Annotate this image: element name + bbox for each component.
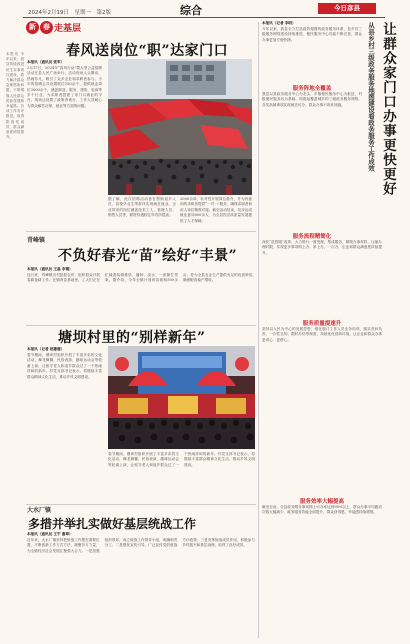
- column-divider: [258, 22, 259, 638]
- badge-rest: 走基层: [54, 24, 82, 34]
- right-section-1: 服务阵地全覆盖: [292, 86, 332, 92]
- right-story-title: 让群众家门口办事更快更好: [380, 22, 396, 196]
- right-section-4: 服务效率大幅提高: [299, 499, 344, 505]
- header-rule: [23, 17, 385, 18]
- article4-title: 多措并举扎实做好基层统战工作: [28, 517, 197, 531]
- village-byline: 本报讯（通讯员 王磊 李钢）: [27, 267, 73, 271]
- right-section-2: 服务流程精简化: [292, 234, 332, 240]
- right-story-subtitle: 从县乡村三级政务服务地图建设看政务服务工作成效: [367, 22, 375, 172]
- right-body-4: 截至目前，全县政务服务事项网上可办率达到98%以上，群众办事平均跑动次数大幅减少，政务服务效能全面提升，群众获得感、幸福感持续增强。: [262, 505, 382, 515]
- section-name: 综合: [180, 4, 202, 17]
- village2-byline: 本报讯（记者 赵珊珊）: [27, 347, 65, 351]
- left-strip-text: 本报讯 今年以来，我县持续推进民生实事项目建设，着力解决群众急难愁盼问题，不断增强人民群众的获得感和幸福感。各项工作有序推进，取得阶段性成效，群众满意度明显提升。: [6, 52, 24, 140]
- badge-char-1: 新: [26, 21, 39, 34]
- right-section-3: 服务质量提速升: [302, 321, 342, 327]
- village2-body-continued: 春节期间，塘坝村组织开展了丰富多彩的文化活动，舞龙舞狮、民俗表演、趣味运动会等轮番上演，让留守老人和返乡群众过了一个热闹祥和的新年。村党支部书记表示，将继续丰富群众精神文化生活，推动乡风文明建设。: [108, 452, 255, 467]
- village-body: 连日来，青峰镇各村抢抓农时，组织群众开展春耕备耕工作。在镇育苗基地里，工人们正在忙碌着装填基质、播种、浇水，一派繁忙景象。据介绍，今年全镇计划育苗面积500余亩，将为全县农业生产提供充足的优质种苗，确保粮食稳产增收。: [27, 273, 256, 283]
- job-fair-photo: [108, 59, 252, 195]
- village-title: 不负好春光“苗”绘好“丰景”: [58, 248, 238, 264]
- article1-body-left: 2月17日，2024年“春风行动”暨大型公益招聘活动在县人民广场举行。活动现场人头攒动，热闹非凡，吸引了众多企业和求职者参与。今年的招聘会共设置展位150余个，提供就业岗位3000余个，涵盖制造、服务、建筑、电商等多个行业，为求职者搭建了家门口就业的平台。现场还设置了政策咨询台，工作人员耐心为群众解答社保、就业等方面的问题。: [27, 66, 102, 108]
- newspaper-logo: 今日彦县: [318, 3, 376, 14]
- article1-title: 春风送岗位“职”达家门口: [66, 43, 229, 59]
- article4-body: 近年来，大水厂镇坚持把统战工作摆在重要位置，不断创新工作方式方法，凝聚各方力量，为全镇经济社会发展汇聚强大合力。一是加强组织领导，成立统战工作领导小组，明确职责分工；二是强化宣传引导，广泛宣传党的统战方针政策；三是发挥统战成员作用，积极参与乡村振兴和基层治理，取得了良好成效。: [27, 538, 255, 553]
- date-line: 2024年2月19日 星期一 第2版: [28, 10, 111, 16]
- article4-byline: 本报讯（通讯员 王宇 谢坤）: [27, 532, 73, 536]
- divider-3: [26, 504, 256, 505]
- article4-label: 大水厂镇: [27, 507, 52, 514]
- village2-title: 塘坝村里的“别样新年”: [58, 330, 206, 346]
- divider-2: [26, 325, 256, 326]
- village2-body: 春节期间，塘坝村组织开展了丰富多彩的文化活动，舞龙舞狮、民俗表演、趣味运动会等轮番上演，让留守老人和返乡群众过了一个热闹祥和的新年。村党支部书记表示，将继续丰富群众精神文化生活，推动乡风文明建设。: [27, 353, 102, 379]
- village-festival-photo: [108, 346, 255, 449]
- article1-body-right: 2000余岗，针对性开展岗位推介，并为有意向的求职者提供“一对一”服务，确保求职者和用人单位精准对接。截至活动结束，初步达成就业意向800余人，为全县经济高质量发展提供了人才保障。: [180, 197, 252, 223]
- article1-body-mid: 据了解，此次招聘活动旨在帮助返乡人员、高校毕业生等群体实现就近就业，企业带来的岗位涵盖技术工人、管理人员、销售人员等，薪资待遇较往年有所提高。: [108, 197, 176, 218]
- right-story-intro: 今年以来，我县全力打造高效便捷的政务服务体系，县乡村三级服务网络建设持续推进，便民服务中心功能不断完善，群众办事更加方便快捷。: [262, 27, 362, 42]
- right-body-2: 深化“放管服”改革，大力推行一窗受理、集成服务，精简办事材料，压缩办理时限，实现更多事项网上办、掌上办、一次办，企业和群众满意度持续提升。: [262, 240, 382, 255]
- new-year-badge: [26, 21, 81, 34]
- article1-byline: 本报讯（通讯员 张军）: [27, 60, 65, 64]
- right-story-byline: 本报讯（记者 李明）: [262, 21, 296, 25]
- divider-1: [26, 231, 256, 232]
- village-label: 青峰镇: [27, 237, 46, 244]
- right-body-3: 坚持以人民为中心的发展思想，强化窗口工作人员业务培训，落实首问负责、一次性告知、限时办结等制度，持续优化营商环境，让企业和群众办事更省心、更舒心。: [262, 327, 382, 342]
- right-body-1: 我县以县政务服务中心为龙头，乡镇便民服务中心为枢纽，村级便民服务站为基础，构建起覆盖城乡的三级政务服务网络，各类高频事项实现就近可办，群众办事不再来回跑。: [262, 92, 362, 107]
- badge-char-2: 春: [40, 21, 53, 34]
